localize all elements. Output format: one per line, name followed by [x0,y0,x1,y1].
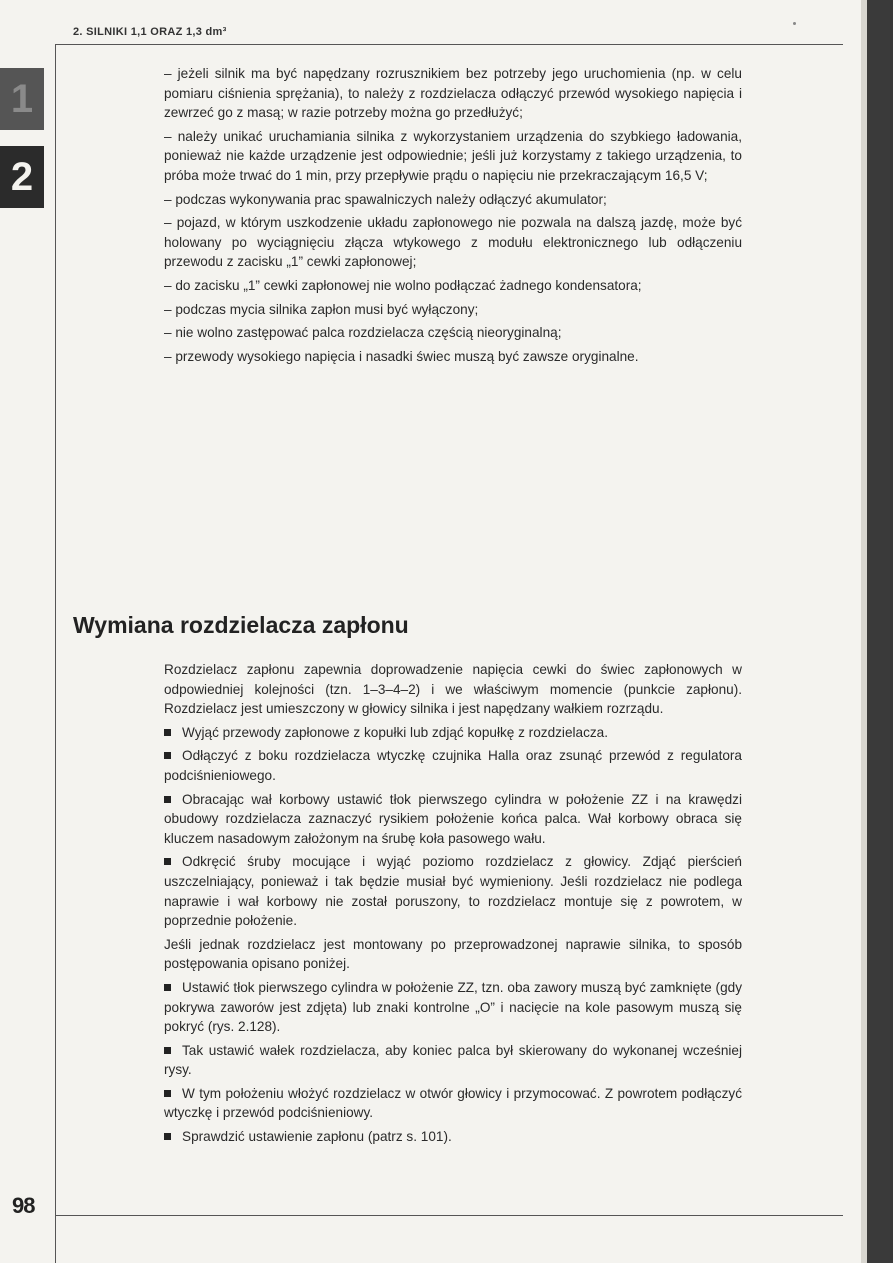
list-item: – przewody wysokiego napięcia i nasadki świec muszą być zawsze oryginalne. [164,348,639,364]
step-text: Odłączyć z boku rozdzielacza wtyczkę czujnika Halla oraz zsunąć przewód z regulatora podciśnieniowego. [164,748,742,783]
step-item [164,723,742,743]
bullet-icon [164,1090,171,1097]
step-item [164,790,742,849]
section-heading: Wymiana rozdzielacza zapłonu [73,612,409,638]
page-edge [867,0,893,1263]
section-body [164,660,742,1151]
step-item [164,852,742,930]
bullet-icon [164,1133,171,1140]
step-text: W tym położeniu włożyć rozdzielacz w otwór głowicy i przymocować. Z powrotem podłączyć wtyczkę i przewód podciśnieniowy. [164,1085,742,1121]
list-item: – jeżeli silnik ma być napędzany rozrusznikiem bez potrzeby jego uruchomienia (np. w celu pomiaru ciśnienia sprężania), to należy z rozdzielacza odłączyć przewód wysokiego napięcia i zewrzeć go z masą; w razie potrzeby można go przedłużyć; [164,66,742,121]
bullet-icon [164,752,171,759]
step-text: Sprawdzić ustawienie zapłonu (patrz s. 101). [182,1129,452,1145]
step-text: Obracając wał korbowy ustawić tłok pierwszego cylindra w położenie ZZ i na krawędzi obudowy rozdzielacza zaznaczyć rysikiem położenie końca palca. Wał korbowy obraca się kluczem nasadowym założonym na śrubę koła pasowego wału. [164,791,742,846]
footer-rule [55,1215,843,1216]
intro-paragraph: Rozdzielacz zapłonu zapewnia doprowadzenie napięcia cewki do świec zapłonowych w odpowiedniej kolejności (tzn. 1–3–4–2) i we właściwym momencie (punkcie zapłonu). Rozdzielacz jest umieszczony w głowicy silnika i jest napędzany wałkiem rozrządu. [164,662,742,717]
bullet-icon [164,1047,171,1054]
bullet-icon [164,858,171,865]
speck [793,22,796,25]
step-item [164,746,742,785]
chapter-tab-2-label: 2 [10,155,34,199]
step-text: Odkręcić śruby mocujące i wyjąć poziomo rozdzielacz z głowicy. Zdjąć pierścień uszczelniający, ponieważ i tak będzie musiał być wymieniony. Jeśli rozdzielacz nie podlega naprawie i wał korbowy nie został poruszony, to rozdzielacz montuje się z powrotem, w poprzednie położenie. [164,854,742,929]
list-item: – należy unikać uruchamiania silnika z wykorzystaniem urządzenia do szybkiego ładowania, ponieważ nie każde urządzenie jest odpowiednie; jeśli już korzystamy z takiego urządzenia, to próba może trwać do 1 min, przy przepływie prądu o napięciu nie przekraczającym 16,5 V; [164,128,742,183]
chapter-tab-1[interactable] [0,68,44,130]
step-text: Ustawić tłok pierwszego cylindra w położenie ZZ, tzn. oba zawory muszą być zamknięte (gdy pokrywa zaworów jest zdjęta) lub znaki kontrolne „O” i nacięcie na kole pasowym muszą się pokryć (rys. 2.128). [164,979,742,1035]
list-item: – do zacisku „1” cewki zapłonowej nie wolno podłączać żadnego kondensatora; [164,277,642,293]
note-paragraph: Jeśli jednak rozdzielacz jest montowany po przeprowadzonej naprawie silnika, to sposób postępowania opisano poniżej. [164,936,742,972]
list-item: – podczas wykonywania prac spawalniczych należy odłączyć akumulator; [164,191,607,207]
list-item: – pojazd, w którym uszkodzenie układu zapłonowego nie pozwala na dalszą jazdę, może być holowany po wyciągnięciu złącza wtykowego z modułu elektronicznego lub odłączeniu przewodu z zacisku „1” cewki zapłonowej; [164,215,742,270]
page-number: 98 [12,1193,35,1218]
bullet-icon [164,796,171,803]
step-item [164,1041,742,1080]
list-item: – podczas mycia silnika zapłon musi być wyłączony; [164,301,479,317]
chapter-tab-2[interactable] [0,146,44,208]
list-item: – nie wolno zastępować palca rozdzielacza częścią nieoryginalną; [164,325,562,341]
running-head: 2. SILNIKI 1,1 ORAZ 1,3 dm³ [73,26,227,38]
bullet-icon [164,729,171,736]
step-item [164,978,742,1037]
header-rule [55,44,843,45]
step-text: Tak ustawić wałek rozdzielacza, aby koniec palca był skierowany do wykonanej wcześniej rysy. [164,1042,742,1078]
step-text: Wyjąć przewody zapłonowe z kopułki lub zdjąć kopułkę z rozdzielacza. [182,724,609,740]
precautions-list [164,64,742,370]
bullet-icon [164,984,171,991]
step-item [164,1127,742,1147]
margin-rule [55,44,56,1263]
chapter-tab-1-label: 1 [10,77,34,121]
step-item [164,1084,742,1123]
